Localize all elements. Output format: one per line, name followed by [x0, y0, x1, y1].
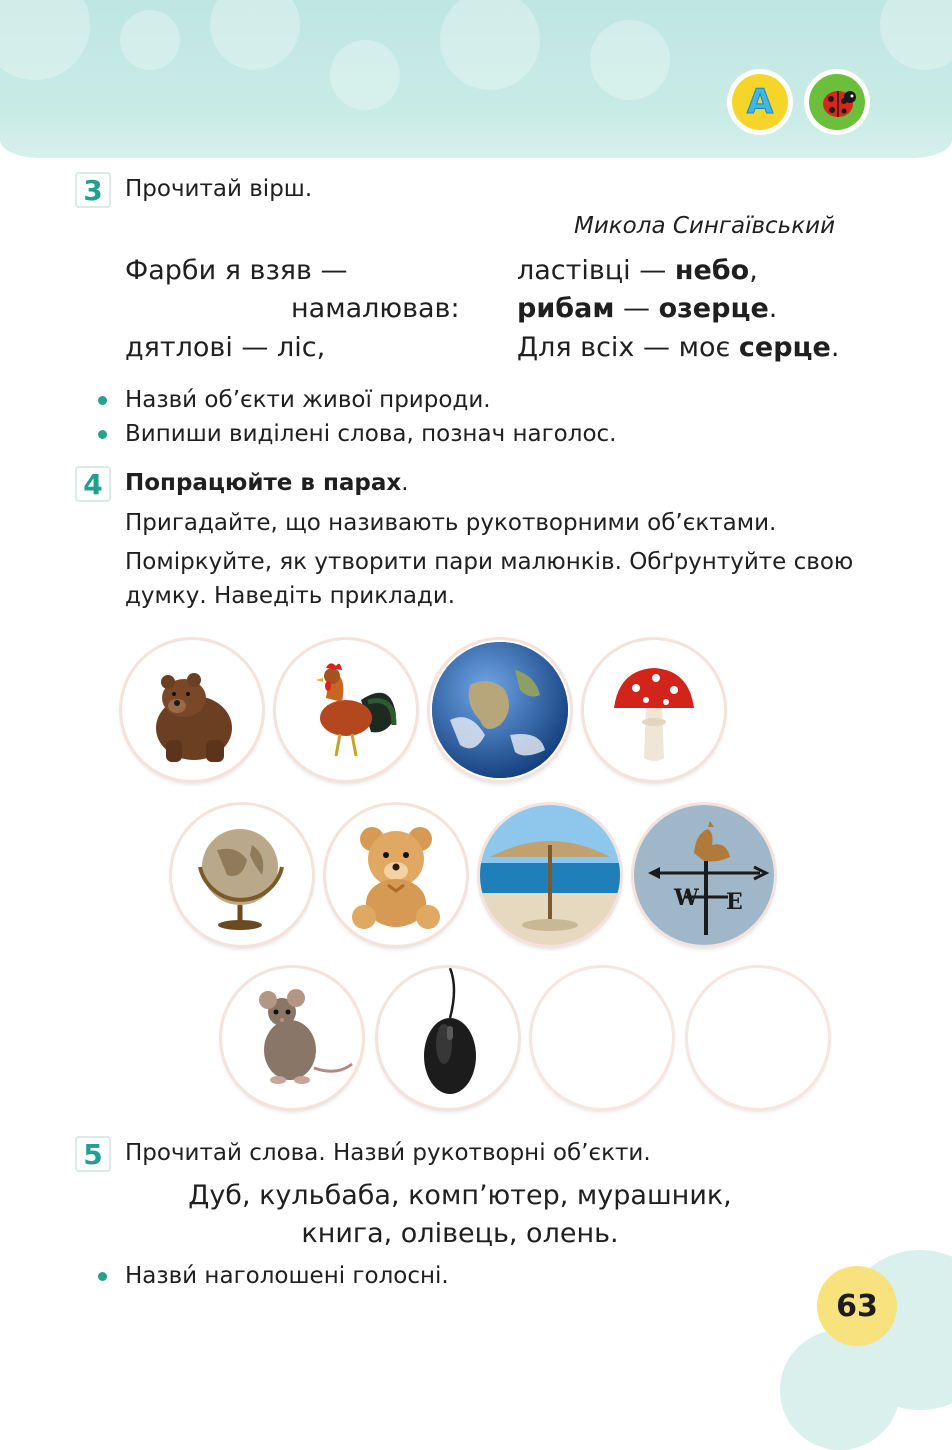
picture-empty-slot[interactable]: [688, 968, 828, 1108]
task5-instruction: Прочитай слова. Назви́ рукотворні об’єкти.: [125, 1140, 651, 1166]
task3-instruction: Прочитай вірш.: [125, 176, 313, 202]
task-number-3: 3: [75, 172, 111, 208]
poem-right-line2: рибам — озерце.: [517, 293, 778, 324]
poem-right-line3: Для всіх — моє серце.: [517, 332, 840, 363]
ladybug-badge: [804, 69, 870, 135]
picture-globe[interactable]: [172, 805, 312, 945]
task3-bullet-1: Назви́ об’єкти живої природи.: [125, 387, 491, 413]
task5-words-line2: книга, олівець, олень.: [301, 1218, 619, 1249]
task5-bullet-1: Назви́ наголошені голосні.: [125, 1263, 449, 1289]
poem-left-line1: Фарби я взяв —: [125, 255, 348, 286]
mouse-animal-icon: [222, 968, 362, 1108]
poem-author: Микола Сингаївський: [574, 213, 836, 239]
header-band: [0, 0, 952, 158]
picture-earth[interactable]: [430, 640, 570, 780]
task-number-4: 4: [75, 466, 111, 502]
picture-computer-mouse[interactable]: [378, 968, 518, 1108]
task4-line2: Поміркуйте, як утворити пари малюнків. Обґрунтуйте свою: [125, 549, 854, 575]
task-number-5: 5: [75, 1136, 111, 1172]
picture-bear[interactable]: [122, 640, 262, 780]
vane-letter-w: W: [674, 885, 699, 911]
task3-bullet-2: Випиши виділені слова, познач наголос.: [125, 421, 617, 447]
weather-vane-icon: [634, 805, 774, 945]
picture-beach-umbrella[interactable]: [480, 805, 620, 945]
beach-umbrella-icon: [480, 805, 620, 945]
task5-words-line1: Дуб, кульбаба, комп’ютер, мурашник,: [188, 1180, 732, 1211]
poem-left-line2: намалював:: [291, 293, 460, 324]
picture-empty-slot[interactable]: [532, 968, 672, 1108]
earth-icon: [430, 640, 570, 780]
bear-icon: [122, 640, 262, 780]
picture-weather-vane[interactable]: [634, 805, 774, 945]
rooster-icon: [276, 640, 416, 780]
picture-teddy-bear[interactable]: [326, 805, 466, 945]
ladybug-icon: [817, 85, 857, 119]
picture-mouse-animal[interactable]: [222, 968, 362, 1108]
picture-rooster[interactable]: [276, 640, 416, 780]
poem-left-line3: дятлові — ліс,: [125, 332, 326, 363]
task4-line1: Пригадайте, що називають рукотворними об’єктами.: [125, 510, 777, 536]
task4-line3: думку. Наведіть приклади.: [125, 583, 456, 609]
picture-mushroom[interactable]: [584, 640, 724, 780]
poem-right-line1: ластівці — небо,: [517, 255, 758, 286]
vane-letter-e: E: [726, 889, 743, 915]
bullet-dot: [98, 1272, 107, 1281]
bullet-dot: [98, 430, 107, 439]
letter-a-icon: A: [746, 82, 774, 122]
computer-mouse-icon: [378, 968, 518, 1108]
corner-decoration: [780, 1330, 900, 1450]
letter-a-badge: [727, 69, 793, 135]
teddy-bear-icon: [326, 805, 466, 945]
page-number: 63: [817, 1266, 897, 1346]
task4-title: Попрацюйте в парах.: [125, 470, 409, 496]
bullet-dot: [98, 396, 107, 405]
globe-icon: [172, 805, 312, 945]
mushroom-icon: [584, 640, 724, 780]
